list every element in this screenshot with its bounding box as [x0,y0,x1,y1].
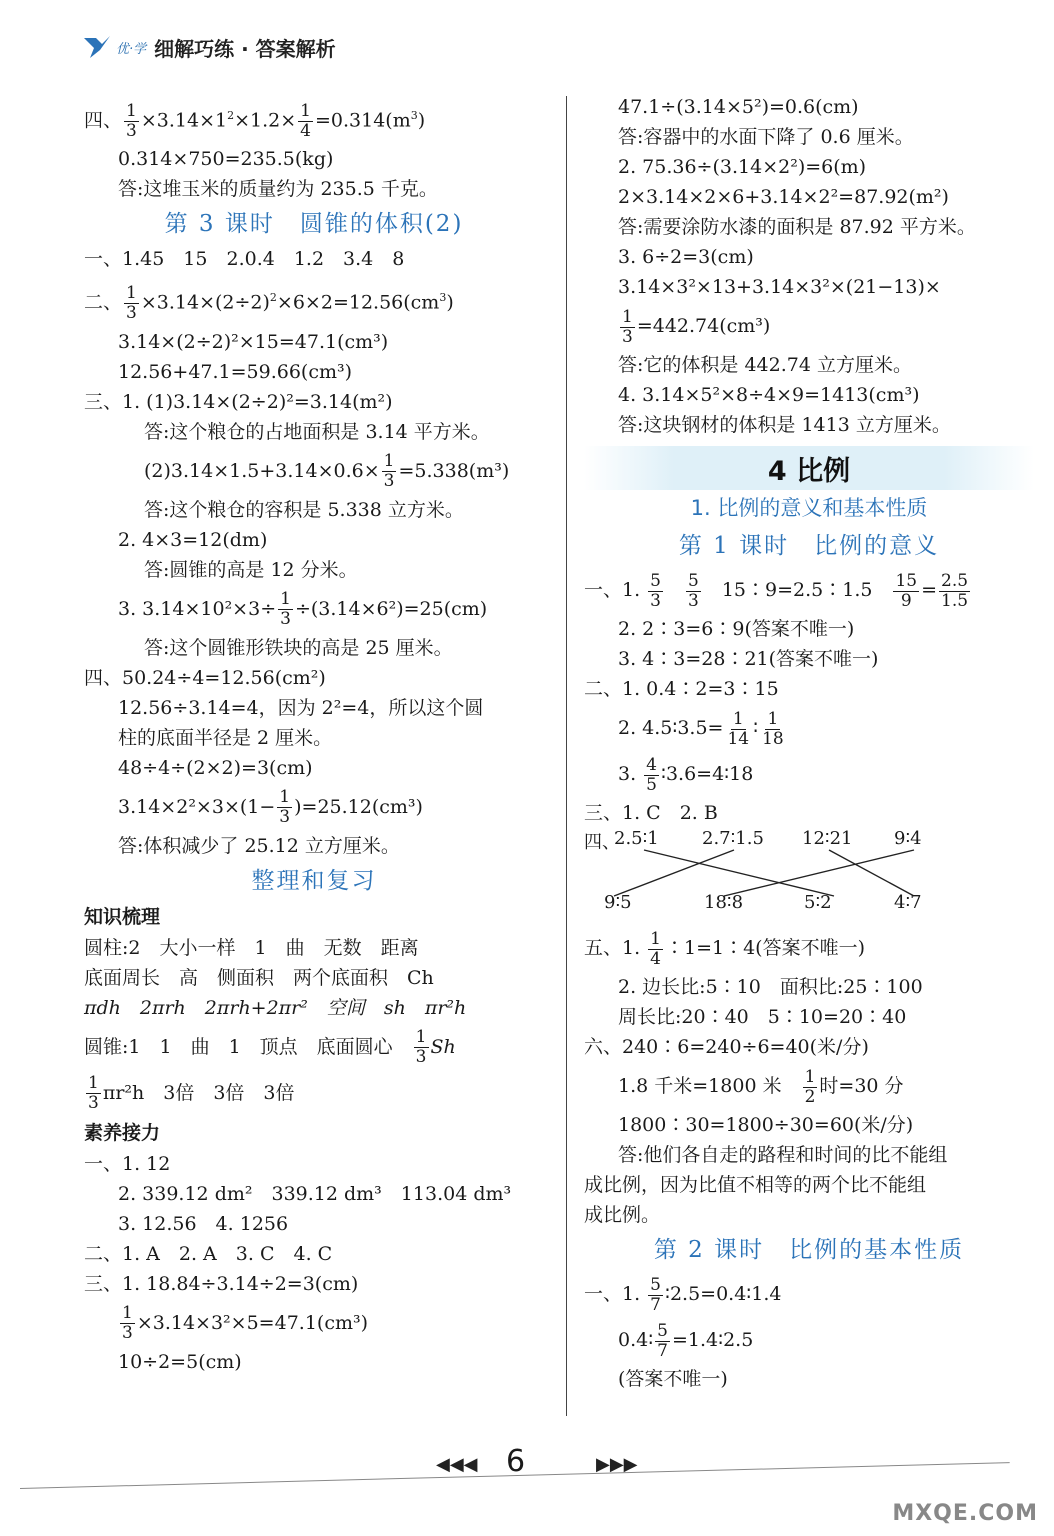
answer-line: 3. 3.14×10²×3÷ $\frac{1}{3}$ ÷(3.14×6²)=25(cm) [118,589,488,630]
fraction: $\frac{5}{3}$ [650,570,661,611]
block-title: 素养接力 [84,1121,161,1144]
chapter-title: 4 比例 [767,455,851,487]
fraction: $\frac{1}{4}$ [650,928,661,969]
answer-line: 二、 $\frac{1}{3}$ $\times 3.14\times(2\div 2)^2\times 6\times 2=12.56(cm^3)$ [84,283,454,324]
answer-line: 2. 4.5∶3.5= $\frac{1}{14}$ ∶ $\frac{1}{18}$ [618,708,784,749]
matching-diagram [584,828,1034,924]
answer-line: 答:体积减少了 25.12 立方厘米。 [118,834,400,857]
answer-line: $\frac{1}{3}$ πr²h 3倍 3倍 3倍 [88,1073,295,1114]
answer-line: 三、1. (1)3.14×(2÷2)²=3.14(m²) [84,390,393,413]
fraction: $\frac{15}{9}$ [895,570,918,611]
answer-line: 答:这个粮仓的容积是 5.338 立方米。 [144,498,464,521]
answer-line: 周长比:20∶40 5∶10=20∶40 [618,1006,907,1028]
match-top-item: 2.7∶1.5 [702,828,764,849]
block-title: 知识梳理 [84,905,161,928]
answer-line: 二、1. 0.4∶2=3∶15 [584,678,779,700]
answer-line: 1.8 千米=1800 米 $\frac{1}{2}$ 时=30 分 [618,1066,904,1107]
answer-line: 3.14×2²×3×(1− $\frac{1}{3}$ )=25.12(cm³) [118,787,423,828]
fraction: $\frac{1}{3}$ [279,787,291,828]
answer-line: 答:这块钢材的体积是 1413 立方厘米。 [618,414,951,436]
answer-line: 3.14×(2÷2)²×15=47.1(cm³) [118,330,389,353]
answer-line: 2×3.14×2×6+3.14×2²=87.92(m²) [618,186,949,208]
fraction: $\frac{5}{7}$ [657,1320,668,1361]
fraction: $\frac{1}{3}$ [383,451,395,492]
fraction: $\frac{1}{2}$ [804,1066,816,1107]
answer-line: 2. 339.12 dm² 339.12 dm³ 113.04 dm³ [118,1182,512,1205]
match-bottom-item: 4∶7 [894,892,922,913]
match-label: 四、 [584,832,620,853]
chapter-banner [584,446,1034,490]
lesson-title: 第 2 课时 比例的基本性质 [653,1237,965,1263]
fraction: $\frac{1}{3}$ [280,589,291,630]
page-number: 6 [506,1444,526,1479]
answer-line: 2. 边长比:5∶10 面积比:25∶100 [618,976,923,998]
lesson-title: 第 1 课时 比例的意义 [678,533,940,559]
answer-line: πdh 2πrh 2πrh+2πr² 空间 sh πr²h [84,996,467,1019]
lesson-title: 整理和复习 [251,867,377,894]
lesson-title: 第 3 课时 圆锥的体积(2) [164,211,464,238]
answer-line: 12.56÷3.14=4，因为 2²=4，所以这个圆 [118,696,484,719]
fraction: $\frac{1}{14}$ [727,708,750,749]
answer-line: 3. 6÷2=3(cm) [618,246,754,268]
answer-line: 3. 12.56 4. 1256 [118,1212,289,1235]
answer-line: 答:这个粮仓的占地面积是 3.14 平方米。 [144,420,490,443]
fraction: $\frac{5}{3}$ [688,570,699,611]
match-bottom-item: 5∶2 [804,892,832,913]
match-top-item: 12∶21 [802,828,853,849]
answer-line: 3. $\frac{4}{5}$ ∶3.6=4∶18 [618,754,754,795]
right-arrows-icon: ▶▶▶ [596,1454,638,1475]
section-title: 1. 比例的意义和基本性质 [690,496,928,520]
fraction: $\frac{2.5}{1.5}$ [941,570,969,611]
answer-line: 柱的底面半径是 2 厘米。 [118,726,333,749]
answer-line: 47.1÷(3.14×5²)=0.6(cm) [618,96,859,118]
watermark: MXQE.COM [892,1501,1038,1526]
answer-line: 四、 $\frac{1}{3}$ $\times 3.14\times 1^2\times 1.2\times$ $\frac{1}{4}$ $=0.314(m^3)$ [84,100,426,141]
answer-line: 2. 4×3=12(dm) [118,528,268,551]
answer-line: 2. 2∶3=6∶9(答案不唯一) [618,618,855,640]
answer-line: 0.314×750=235.5(kg) [118,148,334,171]
answer-line: 圆锥:1 1 曲 1 顶点 底面圆心 $\frac{1}{3}$ Sh [84,1027,456,1068]
answer-line: 六、240∶6=240÷6=40(米/分) [584,1036,869,1058]
fraction: $\frac{1}{4}$ [300,100,311,141]
answer-line: 二、1. A 2. A 3. C 4. C [84,1242,333,1265]
fraction: $\frac{1}{3}$ [622,306,633,347]
answer-line: 三、1. C 2. B [584,802,718,824]
page-header [82,30,336,64]
answer-line: 五、1. $\frac{1}{4}$ ∶1=1∶4(答案不唯一) [584,928,866,969]
fraction: $\frac{5}{7}$ [650,1274,661,1315]
answer-line: 一、1. $\frac{5}{7}$ ∶2.5=0.4∶1.4 [584,1274,782,1315]
left-column [84,92,544,1377]
fraction: $\frac{1}{3}$ [88,1073,99,1114]
answer-line: $\frac{1}{3}$ ×3.14×3²×5=47.1(cm³) [122,1303,369,1344]
brand-logo-text: 优·学 [116,41,147,57]
answer-line: 答:他们各自走的路程和时间的比不能组 [618,1144,948,1166]
page-footer [0,1440,1054,1500]
match-top-item: 9∶4 [894,828,922,849]
answer-line: 底面周长 高 侧面积 两个底面积 Ch [84,966,434,989]
answer-line: 一、1.45 15 2.0.4 1.2 3.4 8 [84,248,405,271]
answer-line: 圆柱:2 大小一样 1 曲 无数 距离 [84,936,419,959]
column-divider [566,96,567,1416]
left-arrows-icon: ◀◀◀ [436,1454,478,1475]
answer-line: 一、1. 12 [84,1152,171,1175]
answer-line: 2. 75.36÷(3.14×2²)=6(m) [618,156,867,178]
answer-line: 答:它的体积是 442.74 立方厘米。 [618,354,912,376]
answer-line: 四、50.24÷4=12.56(cm²) [84,666,326,689]
fraction: $\frac{1}{3}$ [126,100,137,141]
match-top-item: 2.5∶1 [614,828,659,849]
answer-line: 答:需要涂防水漆的面积是 87.92 平方米。 [618,216,976,238]
answer-line: 0.4∶ $\frac{5}{7}$ =1.4∶2.5 [618,1320,754,1361]
match-bottom-item: 9∶5 [604,892,632,913]
answer-line: 4. 3.14×5²×8÷4×9=1413(cm³) [618,384,920,406]
answer-line: (答案不唯一) [618,1368,728,1390]
answer-line: $\frac{1}{3}$ =442.74(cm³) [622,306,771,347]
answer-line: 12.56+47.1=59.66(cm³) [118,360,353,383]
fraction: $\frac{4}{5}$ [646,754,657,795]
fraction: $\frac{1}{3}$ [415,1027,427,1068]
answer-line: 答:这个圆锥形铁块的高是 25 厘米。 [144,636,453,659]
match-bottom-item: 18∶8 [704,892,744,913]
answer-line: 答:圆锥的高是 12 分米。 [144,558,358,581]
answer-line: 1800∶30=1800÷30=60(米/分) [618,1114,914,1136]
fraction: $\frac{1}{18}$ [762,708,784,749]
answer-line: 答:这堆玉米的质量约为 235.5 千克。 [118,178,438,201]
answer-line: 一、1. $\frac{5}{3}$ $\frac{5}{3}$ 15∶9=2.5∶1.5 $\frac{15}{9}$ = $\frac{2.5}{1.5}$ [584,570,969,611]
right-column [584,92,1034,1394]
answer-line: 3. 4∶3=28∶21(答案不唯一) [618,648,879,670]
answer-line: 10÷2=5(cm) [118,1350,242,1373]
answer-line: (2)3.14×1.5+3.14×0.6× $\frac{1}{3}$ =5.338(m³) [144,451,510,492]
answer-line: 3.14×3²×13+3.14×3²×(21−13)× [618,276,941,298]
header-title: 细解巧练 · 答案解析 [154,36,336,61]
answer-line: 三、1. 18.84÷3.14÷2=3(cm) [84,1272,359,1295]
match-lines [584,828,984,924]
fraction: $\frac{1}{3}$ [122,1303,133,1344]
bird-logo-icon [82,34,112,60]
answer-line: 成比例，因为比值不相等的两个比不能组 [584,1174,927,1196]
fraction: $\frac{1}{3}$ [126,283,137,324]
answer-line: 成比例。 [584,1204,661,1226]
answer-line: 答:容器中的水面下降了 0.6 厘米。 [618,126,914,148]
answer-line: 48÷4÷(2×2)=3(cm) [118,756,313,779]
